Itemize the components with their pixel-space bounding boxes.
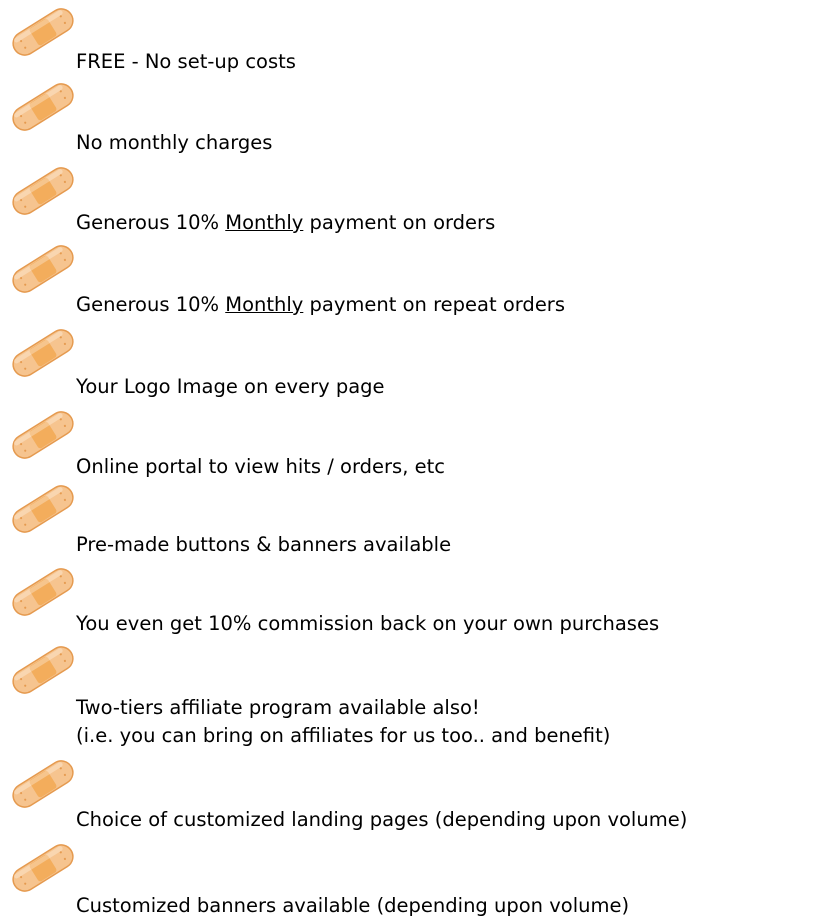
item-text: Generous 10% Monthly payment on repeat orders (76, 293, 565, 316)
band-aid-icon (4, 403, 82, 467)
item-text: Customized banners available (depending upon volume) (76, 894, 630, 917)
item-text: Two-tiers affiliate program available also! (76, 696, 480, 719)
band-aid-icon (4, 321, 82, 385)
band-aid-icon (4, 638, 82, 702)
band-aid-icon (4, 477, 82, 541)
band-aid-icon (4, 836, 82, 900)
item-text: No monthly charges (76, 131, 273, 154)
band-aid-icon (4, 75, 82, 139)
band-aid-icon (4, 0, 82, 64)
item-text: Pre-made buttons & banners available (76, 533, 452, 556)
monthly-emphasis: Monthly (225, 293, 304, 316)
band-aid-icon (4, 159, 82, 223)
item-text: Choice of customized landing pages (depending upon volume) (76, 808, 688, 831)
band-aid-icon (4, 237, 82, 301)
band-aid-icon (4, 752, 82, 816)
item-text: Online portal to view hits / orders, etc (76, 455, 445, 478)
item-text: FREE - No set-up costs (76, 50, 296, 73)
item-text: You even get 10% commission back on your own purchases (76, 612, 660, 635)
band-aid-icon (4, 560, 82, 624)
item-text: Your Logo Image on every page (76, 375, 385, 398)
monthly-emphasis: Monthly (225, 211, 304, 234)
item-text: Generous 10% Monthly payment on orders (76, 211, 496, 234)
item-text-continuation: (i.e. you can bring on affiliates for us too.. and benefit) (76, 724, 611, 747)
